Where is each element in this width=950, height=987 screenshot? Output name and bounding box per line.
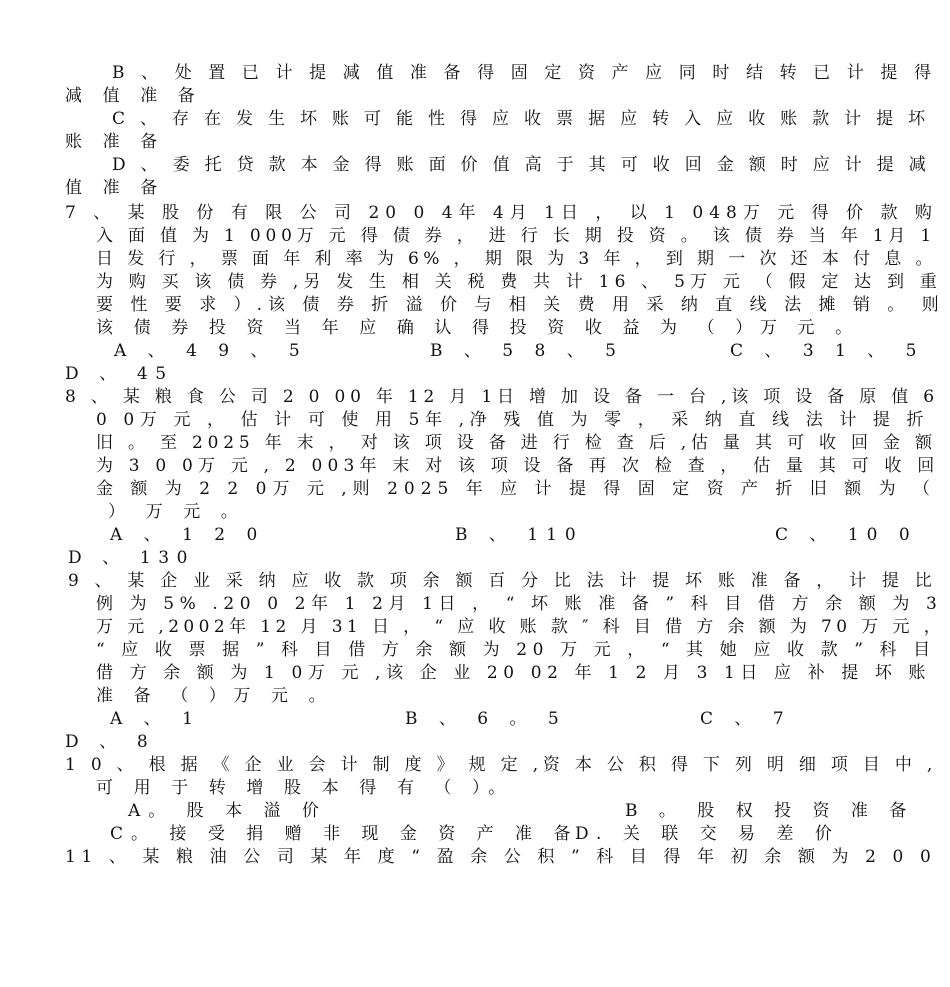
question-8-line-1: 8 、 某 粮 食 公 司 2 0 00 年 12 月 1日 增 加 设 备 一 台 ,该 项 设 备 原 值 6 [65,387,939,407]
question-9-line-5: 借 方 余 额 为 1 0万 元 ,该 企 业 20 02 年 1 2 月 3 1日 应 补 提 坏 账 [96,663,932,683]
question-7-option-c: C 、 3 1 、 5 [730,341,925,361]
option-c-line-1: C 、 存 在 发 生 坏 账 可 能 性 得 应 收 票 据 应 转 入 应 收 账 款 计 提 坏 [112,109,930,129]
question-7-line-6: 该 债 券 投 资 当 年 应 确 认 得 投 资 收 益 为 （ ）万 元 。 [96,318,860,338]
question-8-line-6: ） 万 元 。 [108,502,246,522]
question-10-line-2: 可 用 于 转 增 股 本 得 有 （ ）。 [96,778,513,798]
question-9-line-1: 9 、 某 企 业 采 纳 应 收 款 项 余 额 百 分 比 法 计 提 坏 账 准 备 ， 计 提 比 [68,571,937,591]
question-8-line-4: 为 3 0 0万 元 , 2 003年 末 对 该 项 设 备 再 次 检 查 ， 估 量 其 可 收 回 [96,456,940,476]
question-9-option-c: C 、 7 [700,709,792,729]
question-8-line-3: 旧 。 至 2025 年 末 ， 对 该 项 设 备 进 行 检 查 后 ,估 量 其 可 收 回 金 额 [96,433,937,453]
option-b-line-2: 减 值 准 备 [65,86,203,106]
question-7-option-a: A 、 4 9 、 5 [114,341,308,361]
question-7-line-3: 日 发 行 ， 票 面 年 利 率 为 6% ， 期 限 为 3 年 ， 到 期 一 次 还 本 付 息 。 [96,249,937,269]
question-9-line-3: 万 元 ,2002年 12 月 31 日 ， “ 应 收 账 款 ″ 科 目 借 方 余 额 为 70 万 元 ， [96,617,946,637]
question-8-option-a: A 、 1 2 0 [110,525,266,545]
question-7-line-5: 要 性 要 求 ）.该 债 券 折 溢 价 与 相 关 费 用 采 纳 直 线 法 摊 销 。 则 [96,295,945,315]
question-10-option-b: B 。 股 权 投 资 准 备 [625,801,915,821]
question-10-option-a: A。 股 本 溢 价 [128,801,327,821]
question-10-line-1: 1 0 、 根 据 《 企 业 会 计 制 度 》 规 定 ,资 本 公 积 得 下 列 明 细 项 目 中 , [65,755,938,775]
question-7-line-1: 7 、 某 股 份 有 限 公 司 20 0 4年 4月 1日 ， 以 1 048万 元 得 价 款 购 [65,203,938,223]
option-c-line-2: 账 准 备 [65,132,165,152]
question-9-line-4: “ 应 收 票 据 ” 科 目 借 方 余 额 为 20 万 元 ， “ 其 她 应 收 款 ” 科 目 [96,640,936,660]
question-8-line-5: 金 额 为 2 2 0万 元 ,则 2025 年 应 计 提 得 固 定 资 产 折 旧 额 为 （ [96,479,936,499]
question-8-option-b: B 、 110 [455,525,584,545]
question-11-line-1: 11 、 某 粮 油 公 司 某 年 度 “ 盈 余 公 积 ” 科 目 得 年 初 余 额 为 2 0 0 [65,847,937,867]
option-d-line-2: 值 准 备 [65,178,165,198]
question-7-line-2: 入 面 值 为 1 000万 元 得 债 券 ， 进 行 长 期 投 资 。 该 债 券 当 年 1月 1 [96,226,936,246]
question-8-line-2: 0 0万 元 ， 估 计 可 使 用 5年 ,净 残 值 为 零 ， 采 纳 直 线 法 计 提 折 [96,410,930,430]
question-9-line-6: 准 备 （ ）万 元 。 [96,686,334,706]
question-8-option-d: D 、 130 [68,548,196,568]
question-9-option-a: A 、 1 [110,709,201,729]
option-b-line-1: B 、 处 置 已 计 提 减 值 准 备 得 固 定 资 产 应 同 时 结 转 已 计 提 得 [112,63,937,83]
question-10-option-d: D. 关 联 交 易 差 价 [575,824,840,844]
question-7-option-d: D 、 45 [65,364,174,384]
question-9-line-2: 例 为 5% .20 0 2年 1 2月 1日 ， “ 坏 账 准 备 ” 科 目 借 方 余 额 为 3 [96,594,943,614]
question-9-option-b: B 、 6 。 5 [405,709,567,729]
question-9-option-d: D 、 8 [65,732,156,752]
question-7-option-b: B 、 5 8 、 5 [430,341,624,361]
question-8-option-c: C 、 10 0 [775,525,918,545]
question-10-option-c: C。 接 受 捐 赠 非 现 金 资 产 准 备 [110,824,579,844]
question-7-line-4: 为 购 买 该 债 券 ,另 发 生 相 关 税 费 共 计 16 、 5万 元 （ 假 定 达 到 重 [96,272,942,292]
option-d-line-1: D 、 委 托 贷 款 本 金 得 账 面 价 值 高 于 其 可 收 回 金 额 时 应 计 提 减 [112,155,931,175]
